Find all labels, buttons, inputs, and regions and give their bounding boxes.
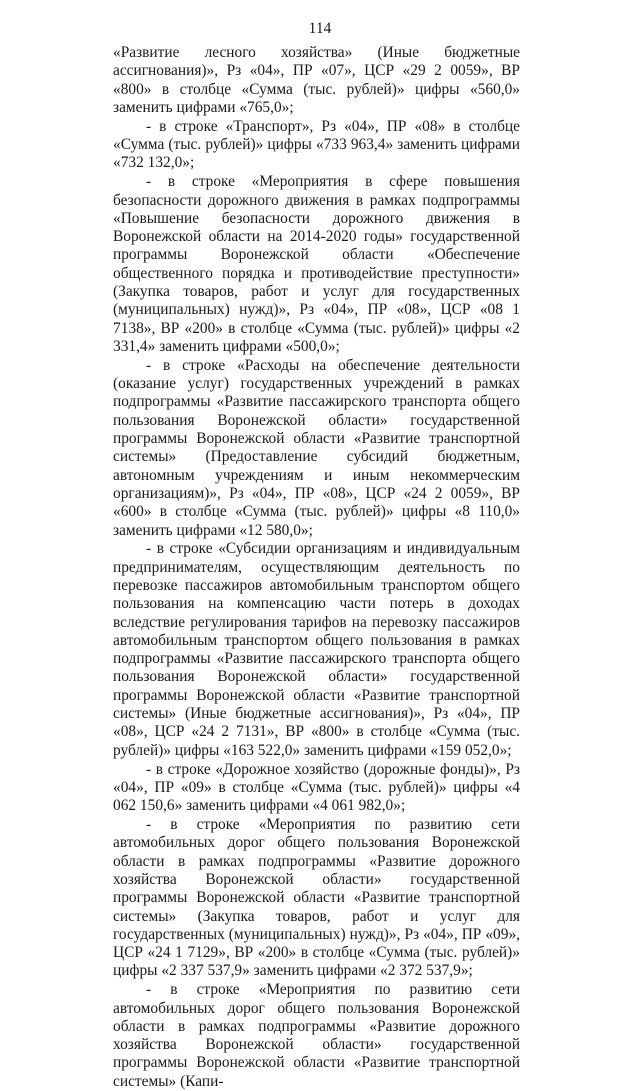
paragraph-institution-expenses: - в строке «Расходы на обеспечение деятельности (оказание услуг) государственных учреждений в рамках подпрограммы «Развитие пассажирского транспорта общего пользования Воронежской области» государственной программы Воронежской области «Развитие транспортной системы» (Предоставление субсидий бюджетным, автономным учреждениям и иным некоммерческим организациям)», Рз «04», ПР «08», ЦСР «24 2 0059», ВР «600» в столбце «Сумма (тыс. рублей)» цифры «8 110,0» заменить цифрами «12 580,0»; bbox=[113, 356, 520, 539]
paragraph-continuation: «Развитие лесного хозяйства» (Иные бюджетные ассигнования)», Рз «04», ПР «07», ЦСР «29 2 0059», ВР «800» в столбце «Сумма (тыс. рублей)» цифры «560,0» заменить цифрами «765,0»; bbox=[113, 44, 520, 116]
paragraph-road-safety: - в строке «Мероприятия в сфере повышения безопасности дорожного движения в рамках подпрограммы «Повышение безопасности дорожного движения в Воронежской области на 2014-2020 годы» государственной программы Воронежской области «Обеспечение общественного порядка и противодействие преступности» (Закупка товаров, работ и услуг для государственных (муниципальных) нужд)», Рз «04», ПР «08», ЦСР «08 1 7138», ВР «200» в столбце «Сумма (тыс. рублей)» цифры «2 331,4» заменить цифрами «500,0»; bbox=[113, 173, 520, 355]
document-body bbox=[113, 44, 520, 1091]
paragraph-transport: - в строке «Транспорт», Рз «04», ПР «08» в столбце «Сумма (тыс. рублей)» цифры «733 963,4» заменить цифрами «732 132,0»; bbox=[113, 117, 520, 172]
paragraph-road-network-capital: - в строке «Мероприятия по развитию сети автомобильных дорог общего пользования Воронежской области в рамках подпрограммы «Развитие дорожного хозяйства Воронежской области» государственной программы Воронежской области «Развитие транспортной системы» (Капи- bbox=[113, 981, 520, 1090]
paragraph-transport-subsidies: - в строке «Субсидии организациям и индивидуальным предпринимателям, осуществляющим деятельность по перевозке пассажиров автомобильным транспортом общего пользования на компенсацию части потерь в доходах вследствие регулирования тарифов на перевозку пассажиров автомобильным транспортом общего пользования в рамках подпрограммы «Развитие пассажирского транспорта общего пользования Воронежской области» государственной программы Воронежской области «Развитие транспортной системы» (Иные бюджетные ассигнования)», Рз «04», ПР «08», ЦСР «24 2 7131», ВР «800» в столбце «Сумма (тыс. рублей)» цифры «163 522,0» заменить цифрами «159 052,0»; bbox=[113, 540, 520, 759]
paragraph-road-funds: - в строке «Дорожное хозяйство (дорожные фонды)», Рз «04», ПР «09» в столбце «Сумма (тыс. рублей)» цифры «4 062 150,6» заменить цифрами «4 061 982,0»; bbox=[113, 760, 520, 815]
page-number: 114 bbox=[308, 20, 332, 37]
paragraph-road-network-procurement: - в строке «Мероприятия по развитию сети автомобильных дорог общего пользования Воронежской области в рамках подпрограммы «Развитие дорожного хозяйства Воронежской области» государственной программы Воронежской области «Развитие транспортной системы» (Закупка товаров, работ и услуг для государственных (муниципальных) нужд)», Рз «04», ПР «09», ЦСР «24 1 7129», ВР «200» в столбце «Сумма (тыс. рублей)» цифры «2 337 537,9» заменить цифрами «2 372 537,9»; bbox=[113, 816, 520, 980]
